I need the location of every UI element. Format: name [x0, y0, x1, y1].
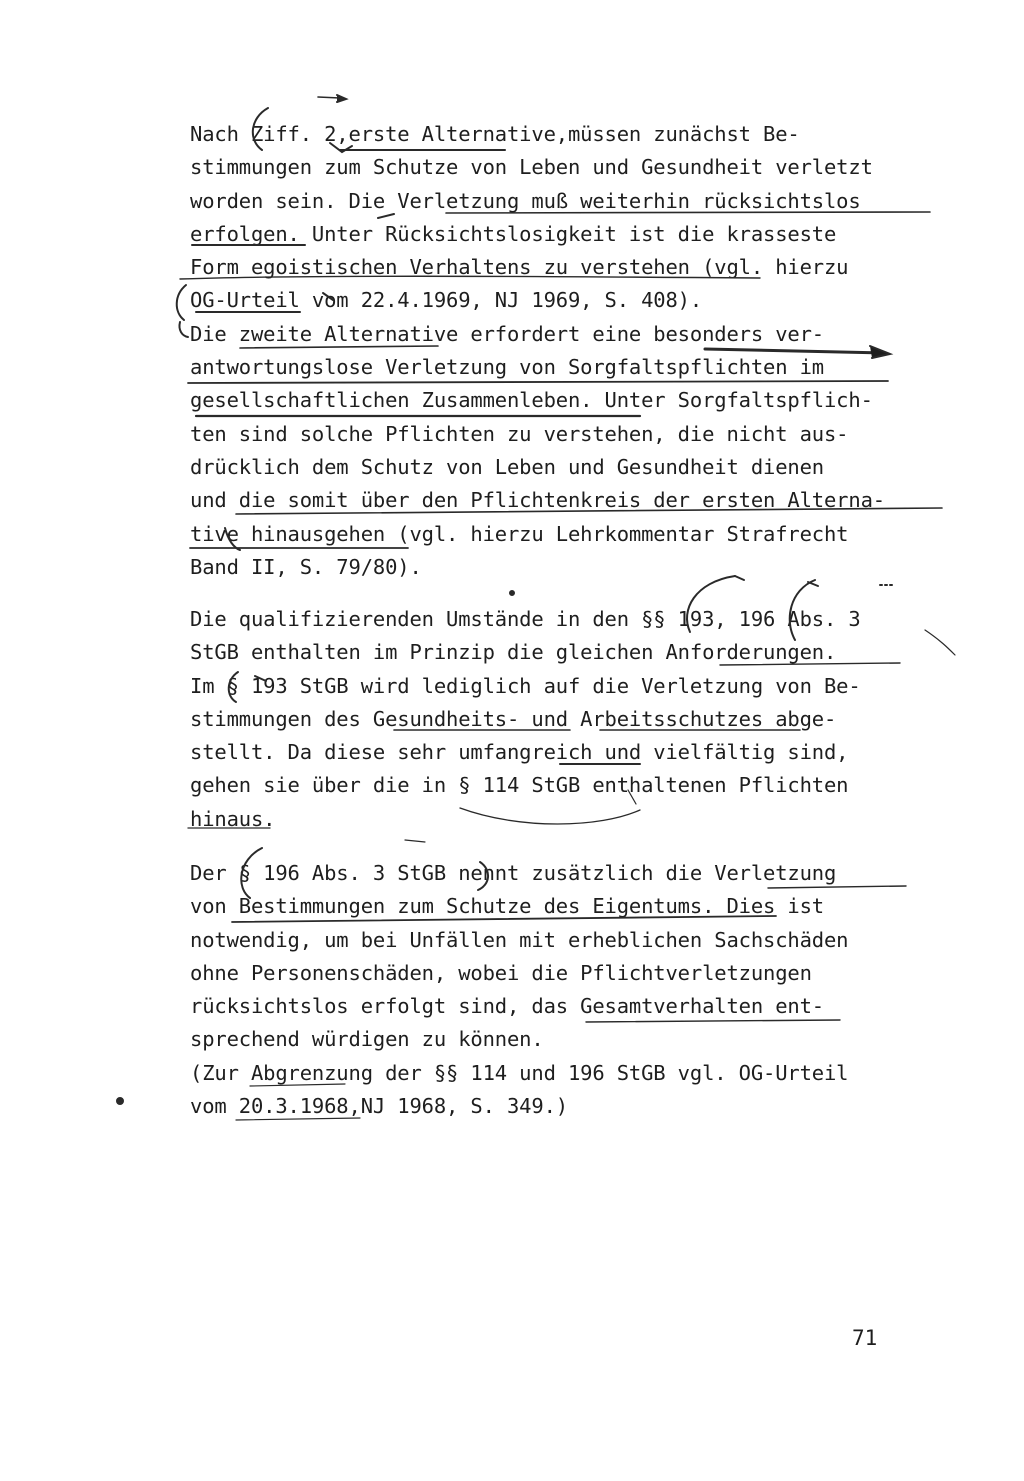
text-line: Form egoistischen Verhaltens zu verstehen (vgl. hierzu	[190, 255, 849, 280]
paragraph-2	[190, 603, 950, 836]
paragraph-1	[190, 118, 950, 584]
paragraph-3	[190, 857, 950, 1123]
text-line: sprechend würdigen zu können.	[190, 1027, 544, 1052]
text-line: Die qualifizierenden Umstände in den §§ 193, 196 Abs. 3	[190, 607, 861, 631]
text-line: rücksichtslos erfolgt sind, das Gesamtverhalten ent-	[190, 994, 824, 1019]
text-line: Im § 193 StGB wird lediglich auf die Verletzung von Be-	[190, 673, 861, 698]
text-line: drücklich dem Schutz von Leben und Gesundheit dienen	[190, 454, 824, 479]
text-line: tive hinausgehen (vgl. hierzu Lehrkommentar Strafrecht	[190, 521, 849, 546]
text-line: stimmungen zum Schutze von Leben und Gesundheit verletzt	[190, 155, 873, 180]
text-line: (Zur Abgrenzung der §§ 114 und 196 StGB vgl. OG-Urteil	[190, 1060, 849, 1085]
text-line: antwortungslose Verletzung von Sorgfaltspflichten im	[190, 355, 824, 380]
text-line: Nach Ziff. 2,erste Alternative,müssen zunächst Be-	[190, 122, 800, 146]
text-line: OG-Urteil vom 22.4.1969, NJ 1969, S. 408).	[190, 288, 703, 313]
text-line: gesellschaftlichen Zusammenleben. Unter Sorgfaltspflich-	[190, 388, 873, 413]
text-line: ten sind solche Pflichten zu verstehen, die nicht aus-	[190, 421, 849, 446]
text-line: StGB enthalten im Prinzip die gleichen Anforderungen.	[190, 640, 837, 665]
page-number: 71	[852, 1326, 878, 1350]
text-line: worden sein. Die Verletzung muß weiterhin rücksichtslos	[190, 188, 861, 213]
text-line: von Bestimmungen zum Schutze des Eigentums. Dies ist	[190, 894, 824, 919]
text-line: stellt. Da diese sehr umfangreich und vielfältig sind,	[190, 740, 849, 765]
text-line: Die zweite Alternative erfordert eine besonders ver-	[190, 321, 824, 346]
text-line: erfolgen. Unter Rücksichtslosigkeit ist die krasseste	[190, 221, 837, 246]
text-line: Band II, S. 79/80).	[190, 554, 422, 579]
text-line: ohne Personenschäden, wobei die Pflichtverletzungen	[190, 960, 812, 985]
text-line: notwendig, um bei Unfällen mit erheblichen Sachschäden	[190, 927, 849, 952]
text-line: und die somit über den Pflichtenkreis der ersten Alterna-	[190, 488, 885, 513]
text-line: gehen sie über die in § 114 StGB enthaltenen Pflichten	[190, 773, 849, 798]
text-line: vom 20.3.1968,NJ 1968, S. 349.)	[190, 1094, 568, 1119]
text-line: Der § 196 Abs. 3 StGB nennt zusätzlich die Verletzung	[190, 861, 837, 885]
text-line: hinaus.	[190, 806, 276, 831]
text-line: stimmungen des Gesundheits- und Arbeitsschutzes abge-	[190, 706, 837, 731]
